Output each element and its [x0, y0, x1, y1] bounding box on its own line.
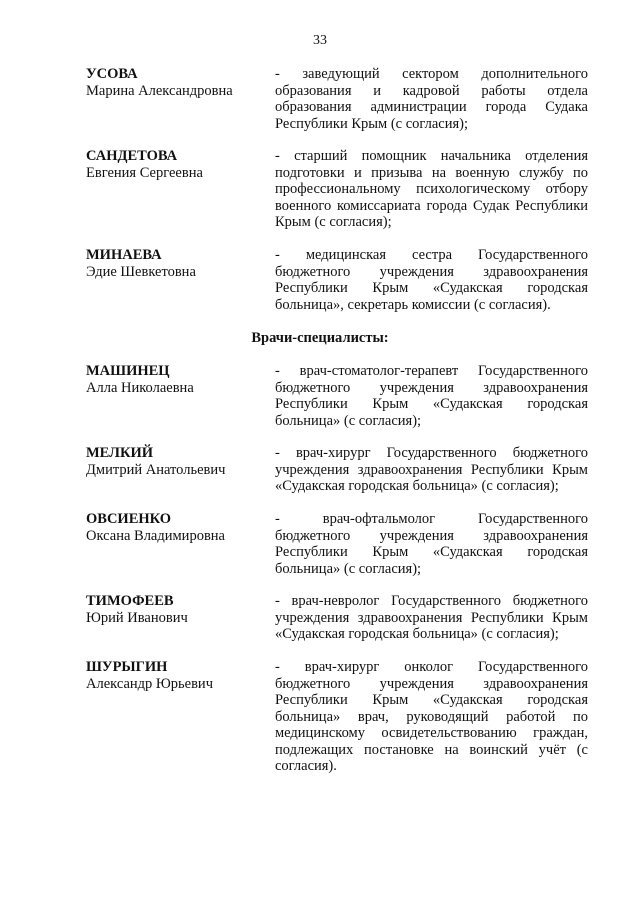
- specialist-duty: - врач-хирург онколог Государственного бюджетного учреждения здравоохранения Республики Крым «Судакская городская больница» врач, руководящий работой по медицинскому освидетельствованию граждан, подлежащих постановке на воинский учёт (с согласия).: [275, 659, 588, 774]
- member-duty: - заведующий сектором дополнительного образования и кадровой работы отдела образования администрации города Судака Республики Крым (с согласия);: [275, 66, 588, 132]
- specialist-given-names: Юрий Иванович: [86, 609, 188, 626]
- member-given-names: Марина Александровна: [86, 82, 233, 99]
- page-number: 33: [313, 33, 327, 48]
- specialist-surname: МАШИНЕЦ: [86, 363, 170, 379]
- specialist-given-names: Оксана Владимировна: [86, 527, 225, 544]
- member-given-names: Эдие Шевкетовна: [86, 263, 196, 280]
- member-person: [86, 66, 266, 99]
- specialist-given-names: Алла Николаевна: [86, 379, 194, 396]
- member-duty: - старший помощник начальника отделения подготовки и призыва на военную службу по профессиональному психологическому отбору военного комиссариата города Судак Республики Крым (с согласия);: [275, 148, 588, 230]
- member-duty: - медицинская сестра Государственного бюджетного учреждения здравоохранения Республики Крым «Судакская городская больница», секретарь комиссии (с согласия).: [275, 247, 588, 313]
- specialist-surname: ТИМОФЕЕВ: [86, 593, 174, 609]
- specialist-duty: - врач-невролог Государственного бюджетного учреждения здравоохранения Республики Крым «Судакская городская больница» (с согласия);: [275, 593, 588, 642]
- member-surname: САНДЕТОВА: [86, 148, 178, 164]
- specialist-person: [86, 511, 266, 544]
- specialist-person: [86, 445, 266, 478]
- member-surname: МИНАЕВА: [86, 247, 162, 263]
- specialist-given-names: Александр Юрьевич: [86, 675, 213, 692]
- specialist-duty: - врач-хирург Государственного бюджетного учреждения здравоохранения Республики Крым «Судакская городская больница» (с согласия);: [275, 445, 588, 494]
- specialist-duty: - врач-стоматолог-терапевт Государственного бюджетного учреждения здравоохранения Республики Крым «Судакская городская больница» (с согласия);: [275, 363, 588, 429]
- member-person: [86, 247, 266, 280]
- specialist-person: [86, 659, 266, 692]
- specialist-given-names: Дмитрий Анатольевич: [86, 461, 226, 478]
- specialist-duty: - врач-офтальмолог Государственного бюджетного учреждения здравоохранения Республики Крым «Судакская городская больница» (с согласия);: [275, 511, 588, 577]
- member-surname: УСОВА: [86, 66, 138, 82]
- specialist-surname: МЕЛКИЙ: [86, 445, 154, 461]
- section-heading-specialists: Врачи-специалисты:: [251, 330, 389, 346]
- specialist-person: [86, 363, 266, 396]
- member-person: [86, 148, 266, 181]
- specialist-surname: ШУРЫГИН: [86, 659, 168, 675]
- specialist-surname: ОВСИЕНКО: [86, 511, 172, 527]
- member-given-names: Евгения Сергеевна: [86, 164, 203, 181]
- specialist-person: [86, 593, 266, 626]
